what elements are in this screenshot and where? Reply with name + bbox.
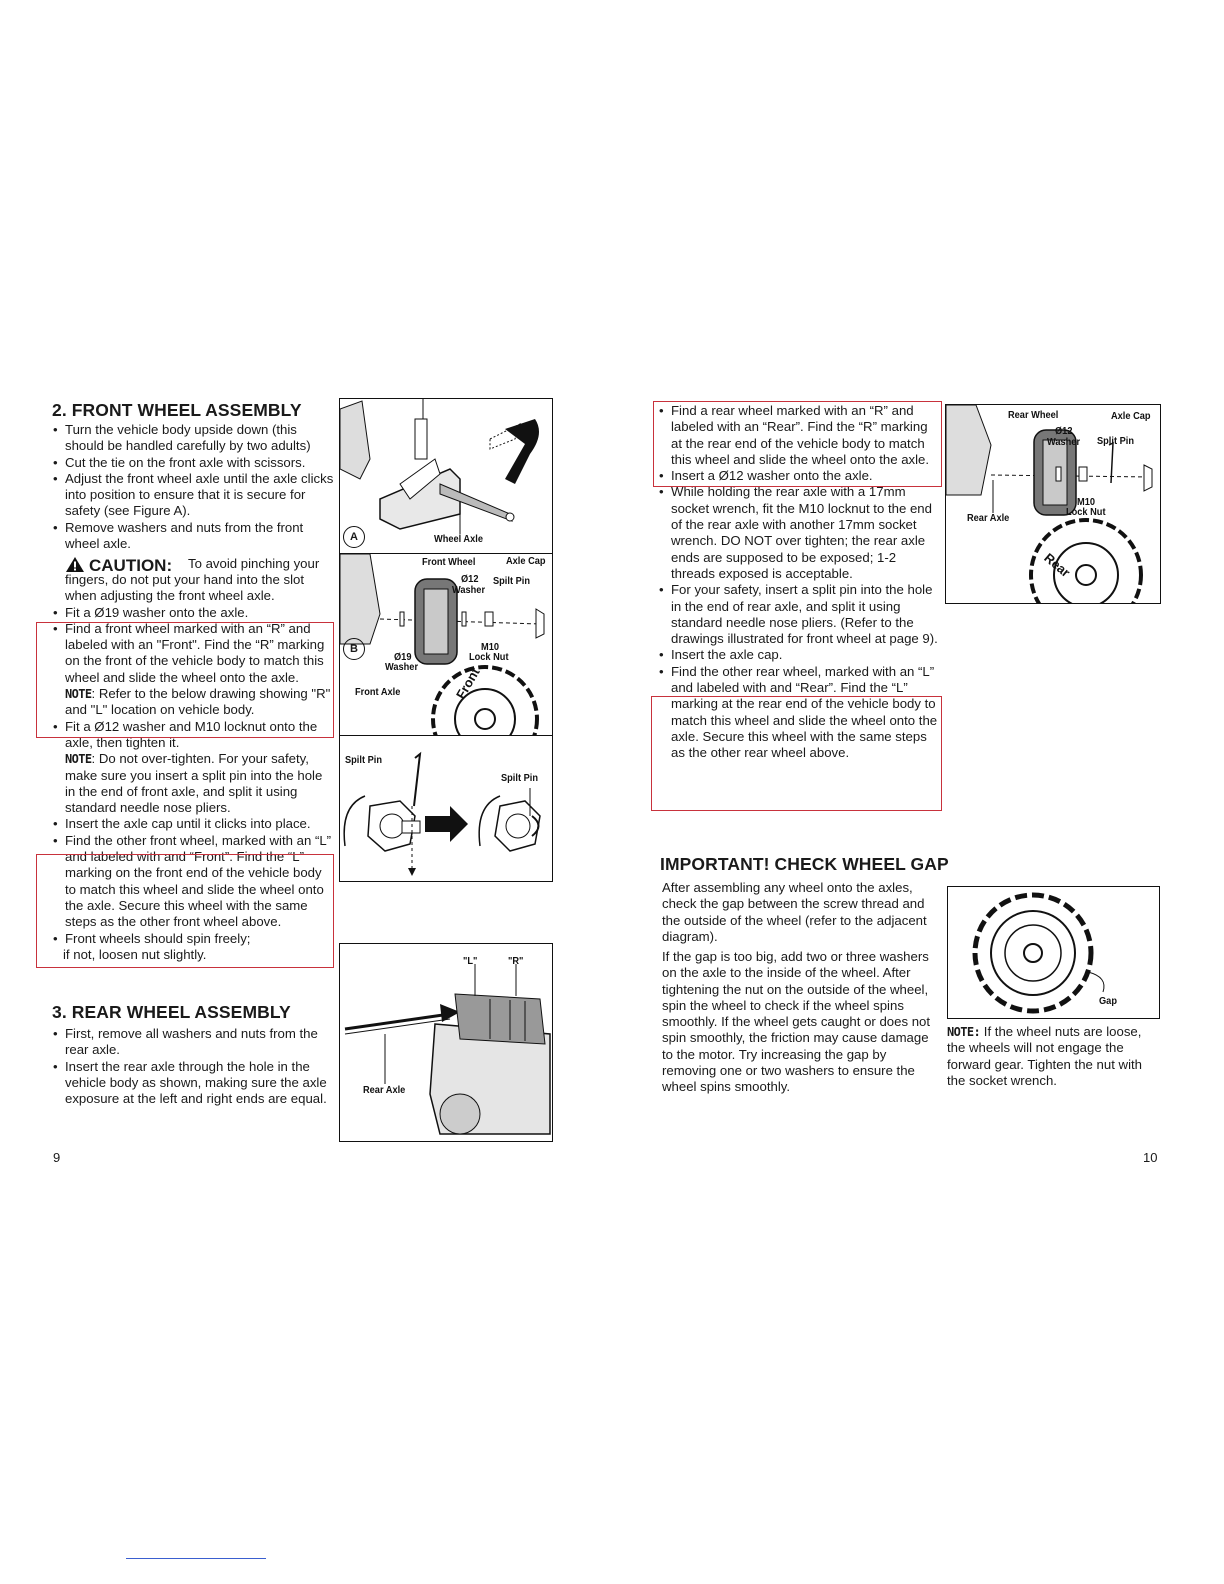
tire-rear-text: Rear xyxy=(1041,550,1074,581)
caution-text: To avoid pinching your fingers, do not put your hand into the slot when adjusting the front wheel axle. xyxy=(65,555,320,604)
spin-text-2: if not, loosen nut slightly. xyxy=(63,946,207,962)
page-number-right: 10 xyxy=(1143,1150,1158,1165)
highlight-box xyxy=(36,622,334,738)
note-label: NOTE: xyxy=(947,1025,981,1039)
list-item: • While holding the rear axle with a 17mm socket wrench, fit the M10 locknut to the end of the rear axle with another 17mm socket wrench. DO NOT over tighten; the rear axle ends are supposed to be exposed; 1-2 threads exposed is acceptable. xyxy=(658,484,940,582)
wheel-axle-label: Wheel Axle xyxy=(434,533,483,545)
section-3-heading: 3. REAR WHEEL ASSEMBLY xyxy=(52,1002,291,1022)
washer-12-label-b: Washer xyxy=(452,584,486,596)
wheel-gap-heading: IMPORTANT! CHECK WHEEL GAP xyxy=(660,854,949,874)
link-underline xyxy=(126,1558,266,1559)
list-item: • Find the other rear wheel, marked with an “L” and labeled with and “Rear”. Find the “L” marking at the rear end of the vehicle body to match this wheel and slide the wheel onto the axle. Secure this wheel with the same steps as the other rear wheel above. xyxy=(658,664,940,762)
list-item: • Insert the rear axle through the hole in the vehicle body as shown, making sure the axle exposure at the left and right ends are equal. xyxy=(52,1059,334,1108)
figure-wheel-gap xyxy=(947,886,1160,1019)
list-item: • Find a rear wheel marked with an “R” and labeled with an “Rear”. Find the “R” marking at the rear end of the vehicle body to match this wheel and slide the wheel onto the axle. xyxy=(658,403,940,468)
list-item: • First, remove all washers and nuts from the rear axle. xyxy=(52,1026,334,1059)
washer-19-label-b: Washer xyxy=(385,661,419,673)
tire-front-text: Front xyxy=(453,665,483,702)
note-text: : Do not over-tighten. For your safety, make sure you insert a split pin into the hole in the end of front axle, and split it using standard needle nose pliers. xyxy=(65,751,323,816)
list-item: • Insert the axle cap. xyxy=(658,647,940,663)
lock-nut-label: Lock Nut xyxy=(469,651,509,663)
list-item: • Turn the vehicle body upside down (this should be handled carefully by two adults) xyxy=(52,422,334,455)
washer-12-label: Ø12 xyxy=(461,573,479,585)
wheel-gap-drawing xyxy=(948,887,1159,1018)
section-2-heading: 2. FRONT WHEEL ASSEMBLY xyxy=(52,400,302,420)
m10-label: M10 xyxy=(481,641,499,653)
gap-paragraph-1: After assembling any wheel onto the axles, check the gap between the screw thread and the outside of the wheel (refer to the adjacent diagram). xyxy=(662,880,927,944)
figure-b xyxy=(339,553,553,736)
page-number-left: 9 xyxy=(53,1150,61,1165)
rear-wheel-label: Rear Wheel xyxy=(1008,409,1059,421)
axle-cap-label: Axle Cap xyxy=(506,555,546,567)
split-pin-label: Spilt Pin xyxy=(493,575,530,587)
note-label: NOTE xyxy=(65,752,92,767)
figure-badge: A xyxy=(343,526,365,548)
figure-rear-wheel xyxy=(945,404,1161,604)
rear-axle-label: Rear Axle xyxy=(363,1084,406,1096)
washer-12-label-b: Washer xyxy=(1047,436,1081,448)
split-pin-label: Spilt Pin xyxy=(345,754,382,766)
gap-note xyxy=(947,1024,1159,1089)
axle-cap-label: Axle Cap xyxy=(1111,410,1151,422)
list-item: • Remove washers and nuts from the front wheel axle. xyxy=(52,520,334,553)
list-item: • Cut the tie on the front axle with scissors. xyxy=(52,455,334,471)
list-item: • Insert a Ø12 washer onto the axle. xyxy=(658,468,940,484)
split-pin-label: Split Pin xyxy=(1097,435,1134,447)
figure-split-pin xyxy=(339,735,553,882)
washer-19-label: Ø19 xyxy=(394,651,412,663)
front-wheel-label: Front Wheel xyxy=(422,556,476,568)
highlight-box xyxy=(653,401,942,487)
figure-a xyxy=(339,398,553,554)
note-text: : Refer to the below drawing showing "R" and "L" location on vehicle body. xyxy=(65,686,331,718)
list-item: • For your safety, insert a split pin into the hole in the end of rear axle, and split it using standard needle nose pliers. (Refer to the drawings illustrated for front wheel at page 9). xyxy=(658,582,940,647)
warning-triangle-icon xyxy=(65,556,85,573)
highlight-box xyxy=(36,854,334,968)
note-label: NOTE xyxy=(65,687,92,702)
washer-12-label: Ø12 xyxy=(1055,425,1073,437)
rear-axle-label: Rear Axle xyxy=(967,512,1010,524)
front-axle-label: Front Axle xyxy=(355,686,401,698)
axle-drawing xyxy=(340,399,552,553)
list-item: • Adjust the front wheel axle until the axle clicks into position to ensure that it is secure for safety (see Figure A). xyxy=(52,471,334,520)
spin-text: Front wheels should spin freely; xyxy=(65,930,251,946)
list-item: • Fit a Ø19 washer onto the axle. xyxy=(52,605,334,621)
highlight-box xyxy=(651,696,942,811)
caution-label: CAUTION: xyxy=(89,556,173,576)
rear-axle-drawing xyxy=(340,944,552,1141)
find-front-wheel-text: Find a front wheel marked with an “R” and labeled with an "Front". Find the “R” marking on the front of the vehicle body to match this wheel and slide the wheel onto the axle. xyxy=(65,620,325,685)
split-pin-label: Spilt Pin xyxy=(501,772,538,784)
note-text: If the wheel nuts are loose, the wheels will not engage the forward gear. Tighten the nut with the socket wrench. xyxy=(947,1024,1142,1088)
locknut-text: Fit a Ø12 washer and M10 locknut onto the axle, then tighten it. xyxy=(65,718,318,750)
l-marker-label: "L" xyxy=(463,955,478,967)
figure-rear-axle xyxy=(339,943,553,1142)
rear-wheel-steps xyxy=(52,1026,334,1107)
gap-label: Gap xyxy=(1099,995,1117,1007)
figure-badge: B xyxy=(343,638,365,660)
r-marker-label: "R" xyxy=(508,955,524,967)
caution-block xyxy=(52,554,334,604)
m10-label: M10 xyxy=(1077,496,1095,508)
list-item: • Find the other front wheel, marked with an “L” and labeled with and “Front”. Find the “L” marking on the front end of the vehicle body to match this wheel and slide the wheel onto the axle. Secure this wheel with the same steps as the other front wheel above. xyxy=(52,833,334,931)
lock-nut-label: Lock Nut xyxy=(1066,506,1106,518)
list-item: • Insert the axle cap until it clicks into place. xyxy=(52,816,334,832)
gap-paragraph-2: If the gap is too big, add two or three washers on the axle to the inside of the wheel. After tightening the nut on the outside of the wheel, spin the wheel to check if the wheel spins smoothly. If the wheel gets caught or does not spin smoothly, the friction may cause damage to the motor. Try increasing the gap by removing one or two washers to ensure the wheel spins smoothly. xyxy=(662,949,931,1095)
